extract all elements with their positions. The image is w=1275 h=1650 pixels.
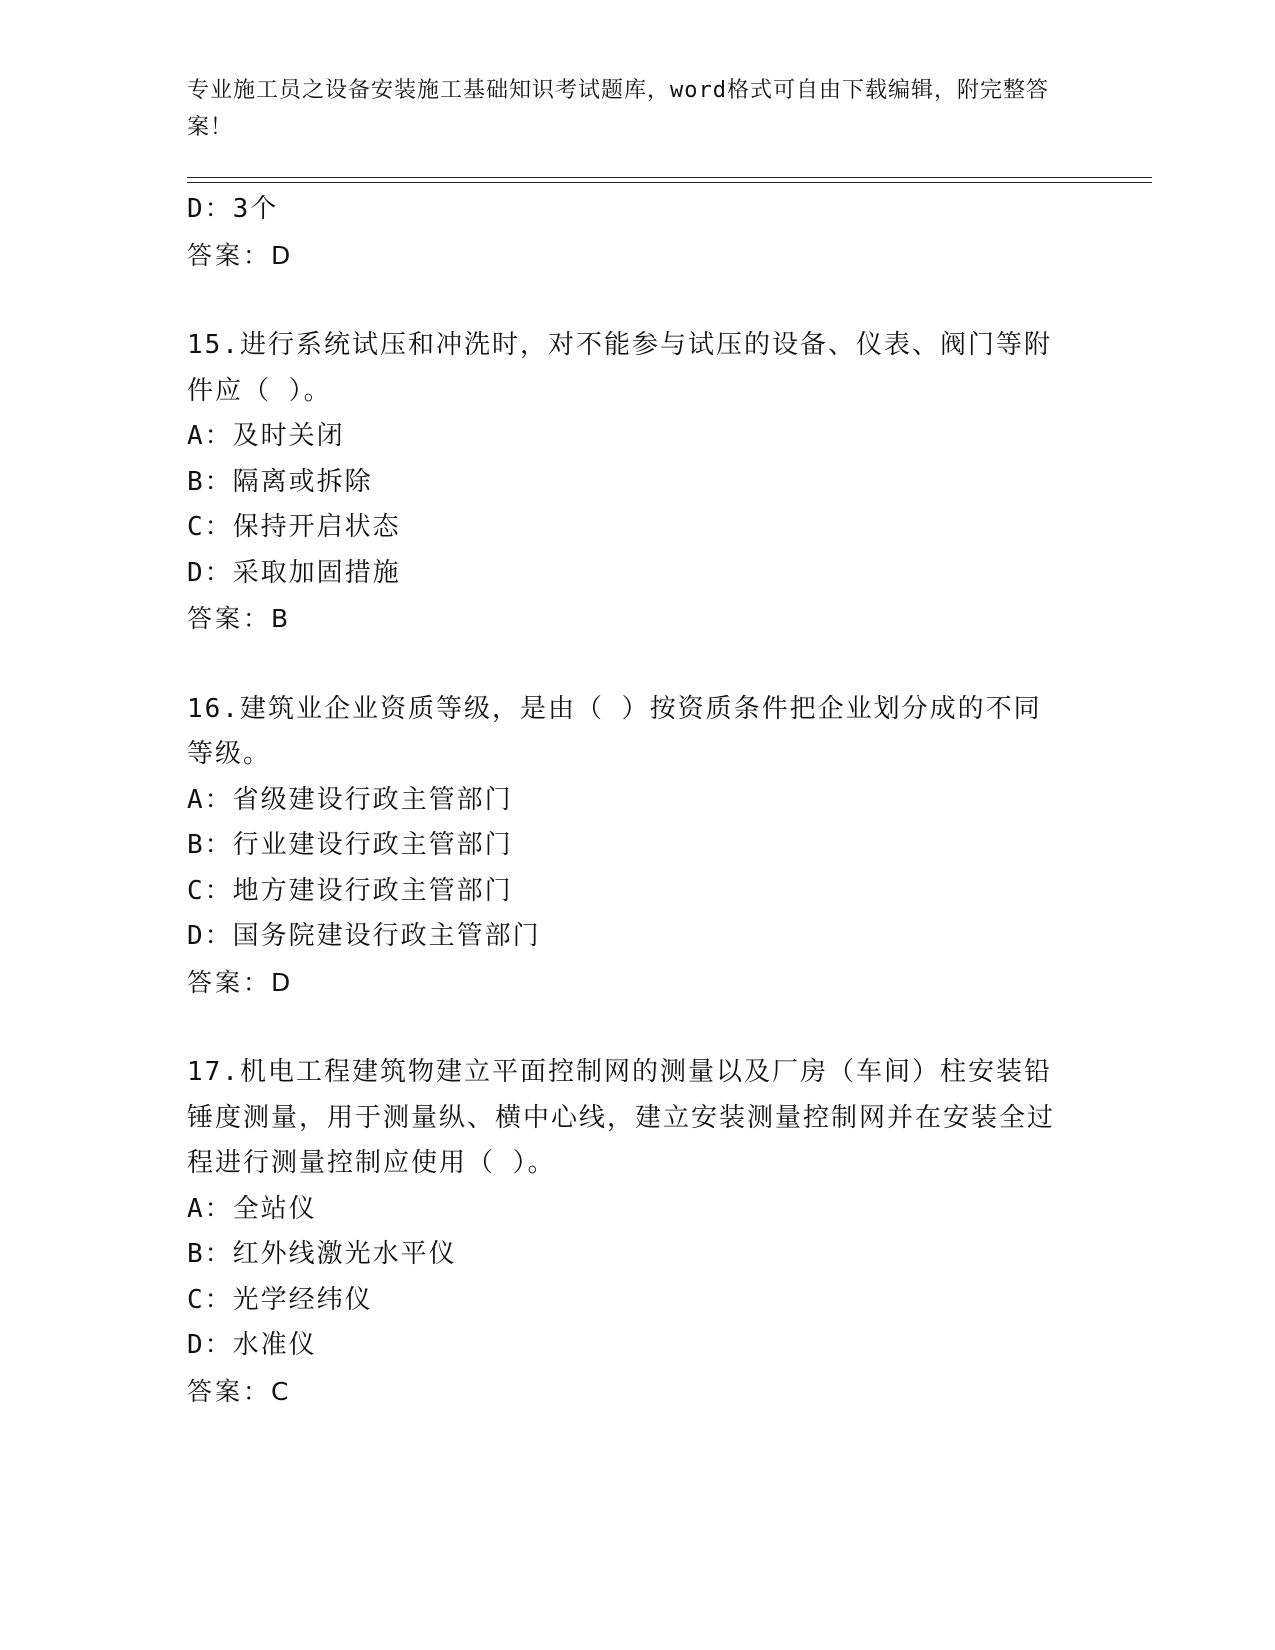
question-17 — [187, 1050, 1067, 1414]
question-text: 17.机电工程建筑物建立平面控制网的测量以及厂房（车间）柱安装铅锤度测量，用于测量纵、横中心线，建立安装测量控制网并在安装全过程进行测量控制应使用（ ）。 — [187, 1057, 1056, 1178]
answer-line: 答案：B — [187, 604, 292, 633]
header-divider-top — [187, 177, 1152, 178]
option-b: B：行业建设行政主管部门 — [187, 830, 513, 860]
option-b: B：隔离或拆除 — [187, 466, 373, 497]
answer-line: 答案：D — [187, 967, 294, 997]
option-b: B：红外线激光水平仪 — [187, 1239, 457, 1269]
answer-line: 答案：C — [187, 1376, 292, 1406]
answer-line: 答案：D — [187, 240, 294, 270]
option-c: C：地方建设行政主管部门 — [187, 875, 513, 906]
option-c: C：保持开启状态 — [187, 512, 401, 542]
option-a: A：全站仪 — [187, 1193, 317, 1224]
header-title: 专业施工员之设备安装施工基础知识考试题库，word格式可自由下载编辑，附完整答案！ — [187, 78, 1049, 140]
option-d: D：水准仪 — [187, 1330, 317, 1360]
document-header — [187, 72, 1067, 146]
question-15 — [187, 323, 1067, 642]
option-a: A：省级建设行政主管部门 — [187, 784, 513, 815]
question-list — [187, 187, 1067, 1414]
header-divider-bottom — [187, 182, 1152, 183]
question-16 — [187, 687, 1067, 1006]
option-d: D：3个 — [187, 194, 279, 224]
previous-question-tail — [187, 187, 1067, 278]
question-text: 15.进行系统试压和冲洗时，对不能参与试压的设备、仪表、阀门等附件应（ ）。 — [187, 330, 1052, 406]
option-c: C：光学经纬仪 — [187, 1284, 373, 1315]
question-text: 16.建筑业企业资质等级，是由（ ）按资质条件把企业划分成的不同等级。 — [187, 693, 1042, 769]
option-d: D：采取加固措施 — [187, 557, 401, 588]
option-d: D：国务院建设行政主管部门 — [187, 921, 541, 951]
option-a: A：及时关闭 — [187, 421, 345, 451]
